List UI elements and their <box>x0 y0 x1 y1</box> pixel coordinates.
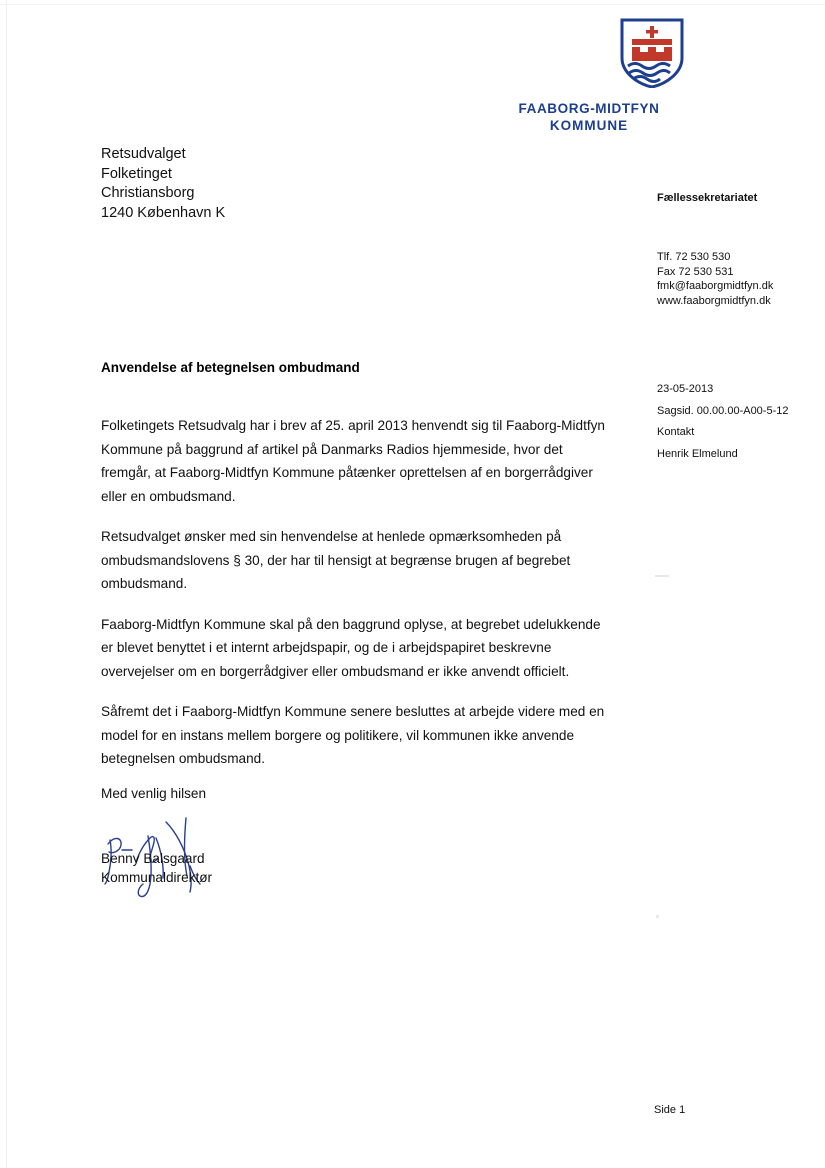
signer-block <box>101 849 212 887</box>
signer-title: Kommunaldirektør <box>101 870 213 885</box>
body-paragraph: Såfremt det i Faaborg-Midtfyn Kommune senere besluttes at arbejde videre med en model for en instans mellem borgere og politikere, vil kommunen ikke anvende betegnelsen ombudsmand. <box>101 704 605 766</box>
organisation-name <box>494 100 684 134</box>
body-paragraph: Folketingets Retsudvalg har i brev af 25. april 2013 henvendt sig til Faaborg-Midtfyn Kommune på baggrund af artikel på Danmarks Radios hjemmeside, hvor det fremgår, at Faaborg-Midtfyn Kommune påtænker oprettelsen af en borgerrådgiver eller en ombudsmand. <box>101 418 605 504</box>
contact-name: Henrik Elmelund <box>657 447 738 460</box>
body-paragraph: Retsudvalget ønsker med sin henvendelse at henlede opmærksomheden på ombudsmandslovens § 30, der har til hensigt at begrænse brugen af begrebet ombudsmand. <box>101 529 571 591</box>
letter-body <box>101 414 613 788</box>
letter-subject: Anvendelse af betegnelsen ombudmand <box>101 360 360 375</box>
sender-contact-info <box>657 250 773 308</box>
sender-fax: Fax 72 530 531 <box>657 265 734 278</box>
letter-closing: Med venlig hilsen <box>101 786 207 801</box>
recipient-address <box>101 145 225 223</box>
sender-website: www.faaborgmidtfyn.dk <box>657 294 771 307</box>
sender-phone: Tlf. 72 530 530 <box>657 251 731 263</box>
recipient-line2: Folketinget <box>101 165 172 182</box>
signer-name: Benny Balsgaard <box>101 851 205 866</box>
recipient-line3: Christiansborg <box>101 185 195 202</box>
organisation-line1: FAABORG-MIDTFYN <box>518 101 660 116</box>
letter-meta <box>657 382 788 461</box>
department-label: Fællessekretariatet <box>657 192 758 204</box>
page-number: Side 1 <box>654 1104 686 1116</box>
body-paragraph: Faaborg-Midtfyn Kommune skal på den baggrund oplyse, at begrebet udelukkende er blevet benyttet i et internt arbejdspapir, og de i arbejdspapiret beskrevne overvejelser om en borgerrådgiver eller ombudsmand er ikke anvendt officielt. <box>101 616 601 679</box>
scan-edge-artifact <box>6 0 7 1168</box>
organisation-line2: KOMMUNE <box>549 118 629 133</box>
recipient-line1: Retsudvalget <box>101 146 186 162</box>
coat-of-arms-icon <box>620 18 684 88</box>
letter-date: 23-05-2013 <box>657 383 714 395</box>
scan-speck <box>656 915 659 918</box>
recipient-line4: 1240 København K <box>101 204 226 221</box>
scan-speck <box>655 575 669 577</box>
sender-email: fmk@faaborgmidtfyn.dk <box>657 280 774 292</box>
case-id: Sagsid. 00.00.00-A00-5-12 <box>657 404 789 417</box>
scan-edge-artifact-top <box>0 4 825 5</box>
contact-label: Kontakt <box>657 426 695 438</box>
